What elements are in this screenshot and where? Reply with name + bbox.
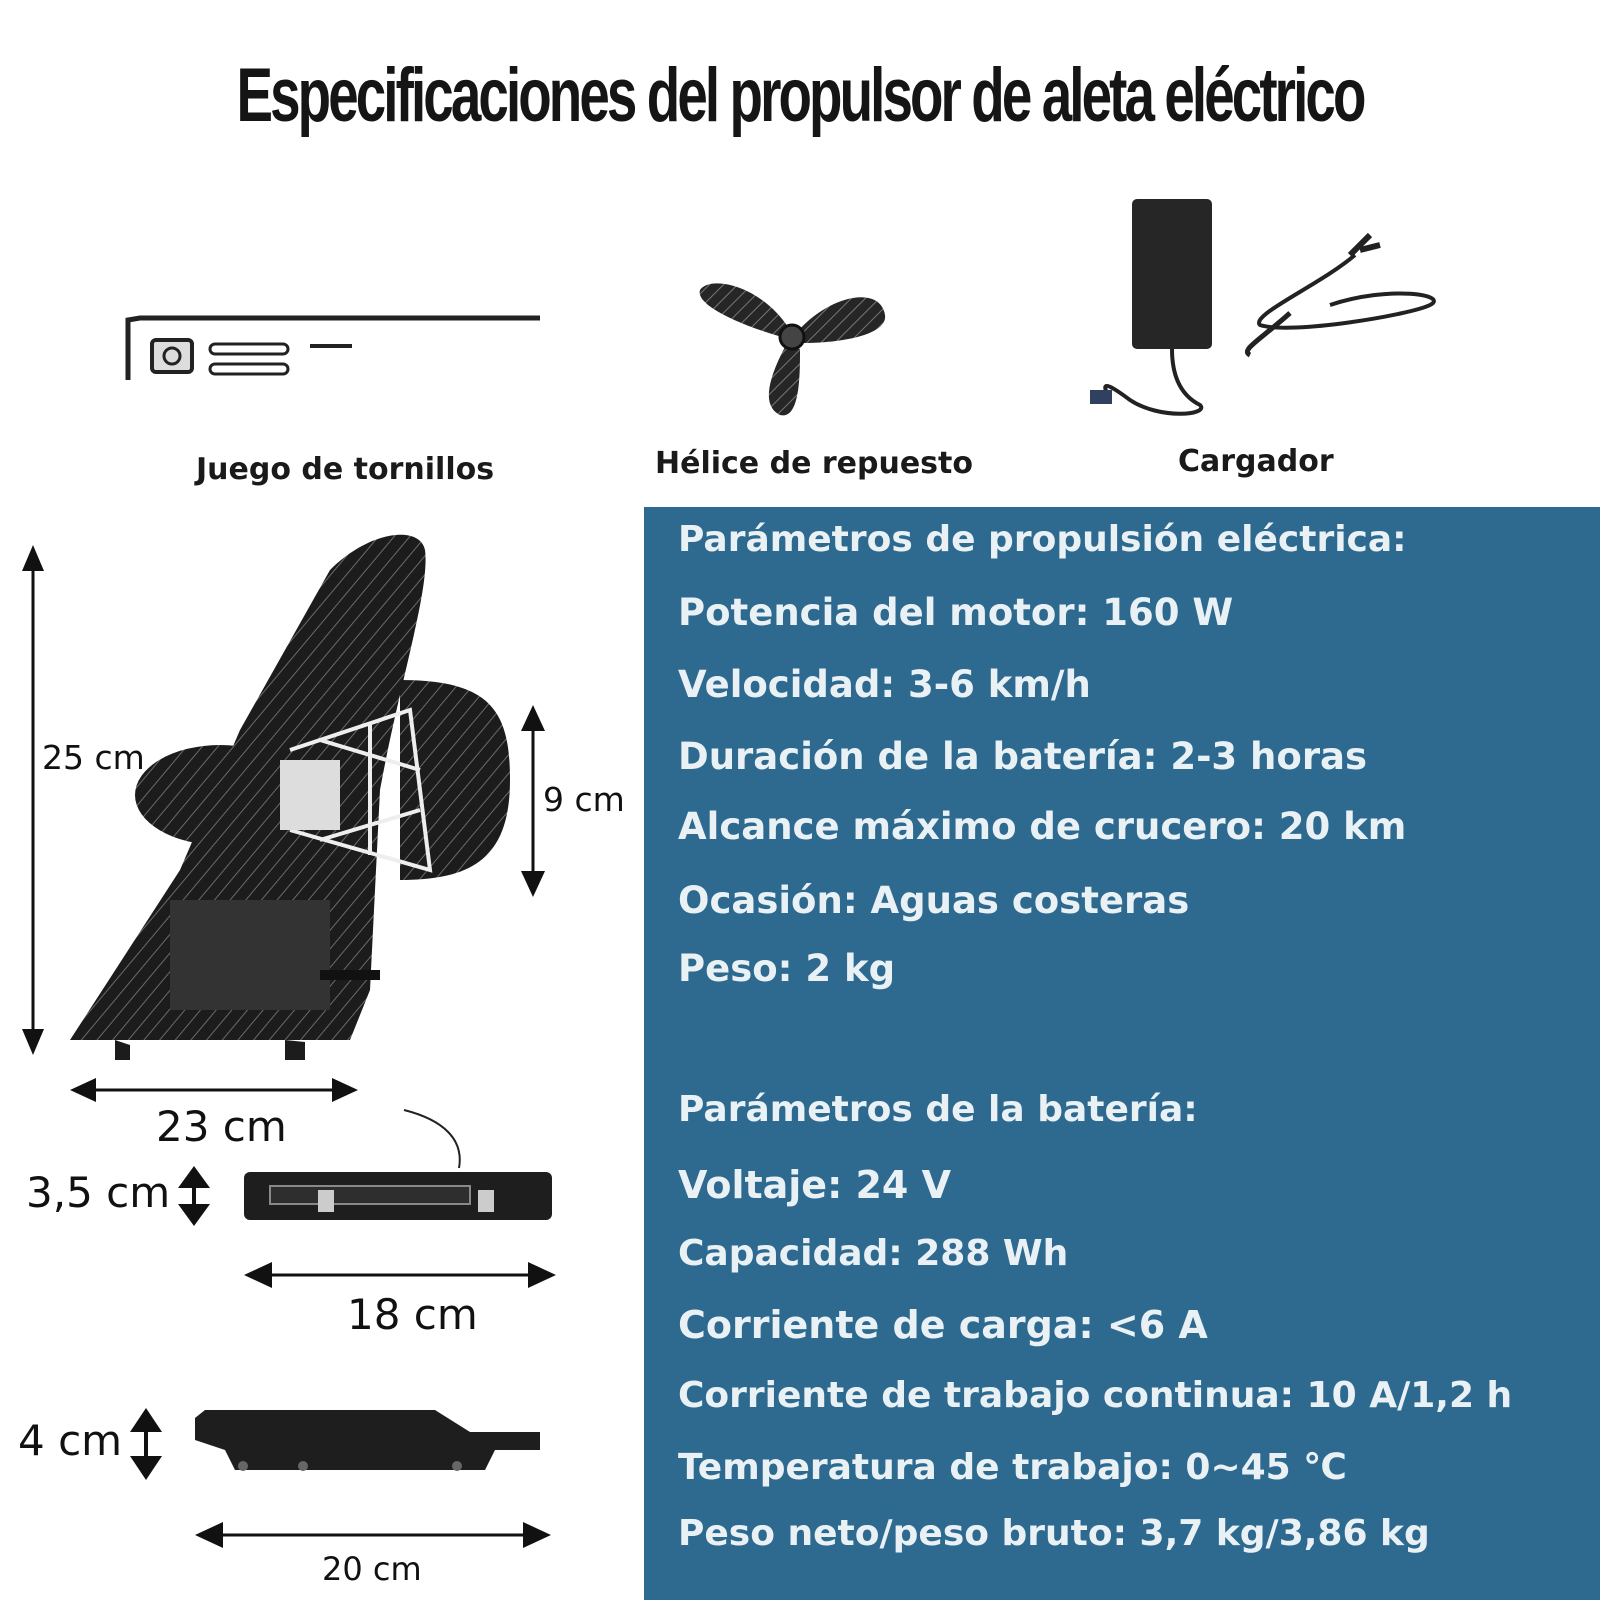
accessory-label-screws: Juego de tornillos: [196, 452, 495, 487]
thruster-height-arrow: [18, 545, 48, 1055]
mount-length-label: 20 cm: [322, 1550, 422, 1588]
fin-thruster-image: [70, 530, 540, 1060]
motor-height-label: 9 cm: [543, 780, 625, 819]
thruster-height-label: 25 cm: [42, 738, 145, 777]
page-title: Especificaciones del propulsor de aleta eléctrico: [236, 53, 1364, 138]
thruster-width-arrow: [70, 1075, 358, 1105]
battery-length-label: 18 cm: [347, 1290, 478, 1339]
spec-net-gross-weight: Peso neto/peso bruto: 3,7 kg/3,86 kg: [678, 1513, 1430, 1554]
battery-height-label: 3,5 cm: [26, 1168, 171, 1217]
mount-length-arrow: [195, 1520, 551, 1550]
mount-height-arrow: [128, 1408, 164, 1480]
spec-voltage: Voltaje: 24 V: [678, 1163, 952, 1207]
spec-battery-life: Duración de la batería: 2-3 horas: [678, 735, 1368, 778]
spec-panel: [644, 507, 1600, 1600]
battery-heading: Parámetros de la batería:: [678, 1089, 1198, 1130]
screw-set-icon: [120, 310, 550, 390]
propeller-icon: [700, 265, 900, 425]
spec-occasion: Ocasión: Aguas costeras: [678, 879, 1190, 922]
spec-weight: Peso: 2 kg: [678, 947, 896, 990]
accessory-label-propeller: Hélice de repuesto: [655, 446, 973, 481]
spec-work-current: Corriente de trabajo continua: 10 A/1,2 h: [678, 1375, 1513, 1416]
charger-icon: [1090, 195, 1460, 445]
battery-image: [244, 1110, 554, 1222]
thruster-width-label: 23 cm: [156, 1102, 287, 1151]
spec-speed: Velocidad: 3-6 km/h: [678, 663, 1091, 706]
spec-charge-current: Corriente de carga: <6 A: [678, 1303, 1208, 1347]
mount-height-label: 4 cm: [18, 1416, 123, 1465]
battery-length-arrow: [244, 1260, 556, 1290]
spec-work-temperature: Temperatura de trabajo: 0~45 ℃: [678, 1447, 1347, 1488]
spec-max-range: Alcance máximo de crucero: 20 km: [678, 805, 1407, 848]
propulsion-heading: Parámetros de propulsión eléctrica:: [678, 519, 1407, 560]
spec-motor-power: Potencia del motor: 160 W: [678, 591, 1234, 634]
battery-height-arrow: [176, 1166, 212, 1226]
spec-capacity: Capacidad: 288 Wh: [678, 1233, 1069, 1274]
accessory-label-charger: Cargador: [1178, 444, 1334, 479]
mount-image: [195, 1410, 545, 1478]
